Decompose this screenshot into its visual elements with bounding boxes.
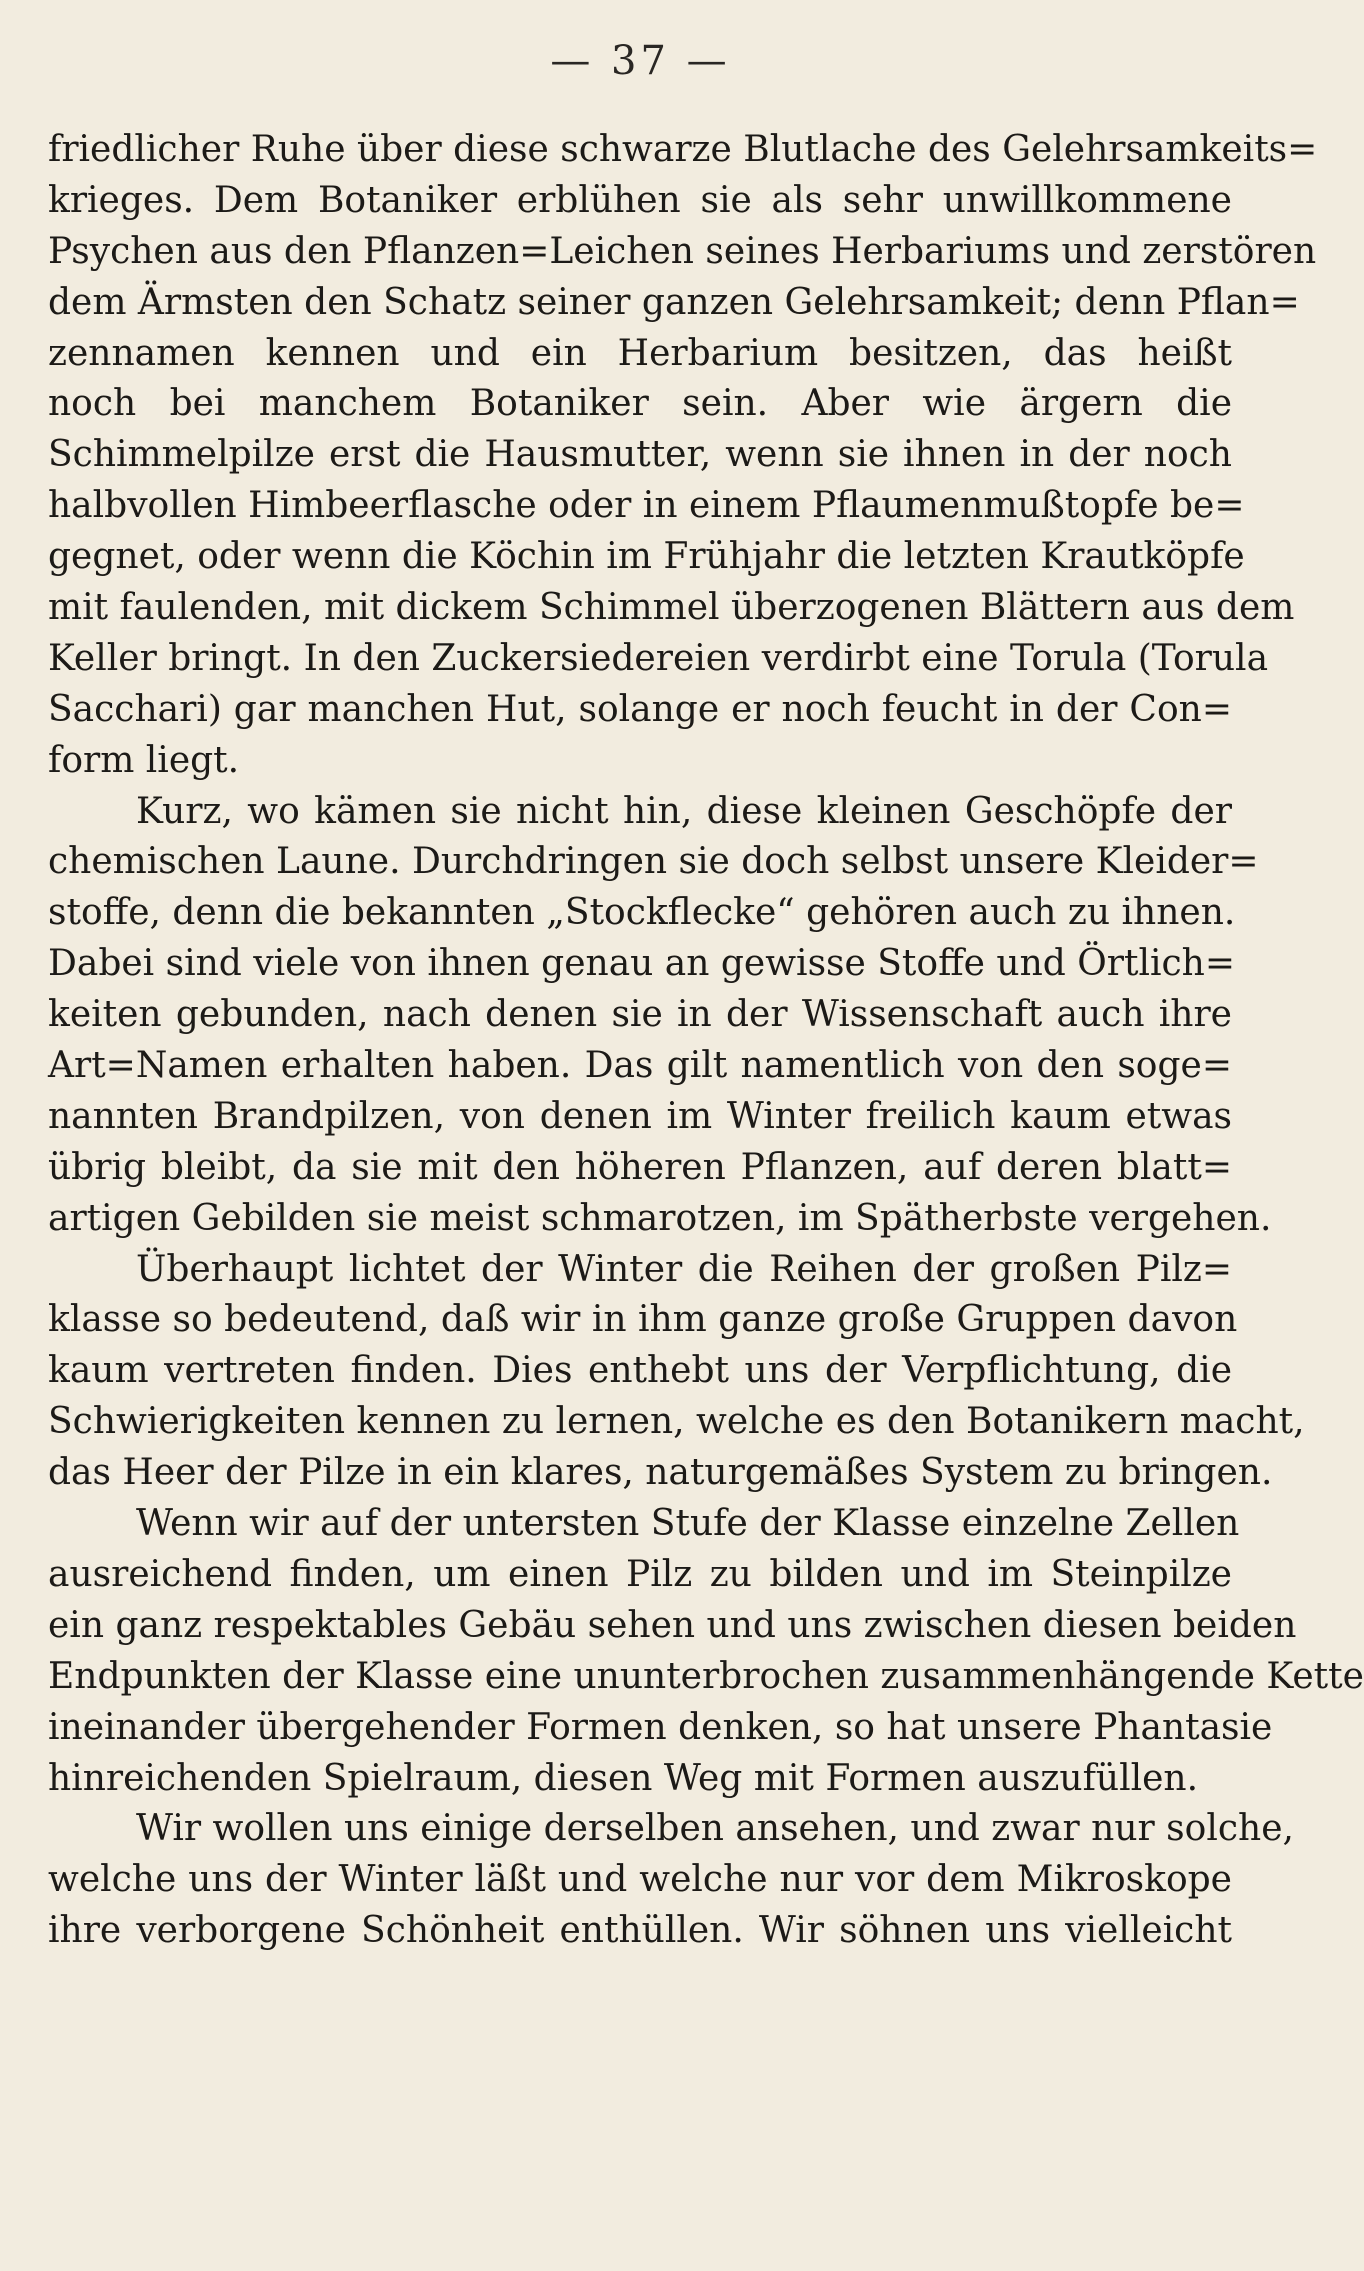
text-line: dem Ärmsten den Schatz seiner ganzen Gelehrsamkeit; denn Pflan=	[48, 281, 1300, 323]
text-line: Überhaupt lichtet der Winter die Reihen der großen Pilz=	[136, 1248, 1232, 1290]
text-line: das Heer der Pilze in ein klares, naturgemäßes System zu bringen.	[48, 1452, 1273, 1494]
text-line: ein ganz respektables Gebäu sehen und uns zwischen diesen beiden	[48, 1604, 1297, 1646]
text-line: zennamen kennen und ein Herbarium besitzen, das heißt	[48, 332, 1232, 374]
page-number: — 37 —	[550, 38, 731, 84]
text-line: ausreichend finden, um einen Pilz zu bilden und im Steinpilze	[48, 1553, 1232, 1595]
text-line: noch bei manchem Botaniker sein. Aber wie ärgern die	[48, 383, 1232, 425]
text-line: Schwierigkeiten kennen zu lernen, welche es den Botanikern macht,	[48, 1401, 1305, 1443]
text-line: kaum vertreten finden. Dies enthebt uns der Verpflichtung, die	[48, 1350, 1232, 1392]
text-line: klasse so bedeutend, daß wir in ihm ganze große Gruppen davon	[48, 1299, 1238, 1341]
text-line: Wir wollen uns einige derselben ansehen, und zwar nur solche,	[136, 1808, 1294, 1850]
text-line: Keller bringt. In den Zuckersiedereien verdirbt eine Torula (Torula	[48, 637, 1269, 679]
text-line: hinreichenden Spielraum, diesen Weg mit Formen auszufüllen.	[48, 1757, 1199, 1799]
text-line: krieges. Dem Botaniker erblühen sie als sehr unwillkommene	[48, 179, 1232, 221]
text-line: Sacchari) gar manchen Hut, solange er noch feucht in der Con=	[48, 688, 1232, 730]
text-line: welche uns der Winter läßt und welche nur vor dem Mikroskope	[48, 1859, 1232, 1901]
text-line: Schimmelpilze erst die Hausmutter, wenn sie ihnen in der noch	[48, 434, 1232, 476]
text-line: friedlicher Ruhe über diese schwarze Blutlache des Gelehrsamkeits=	[48, 129, 1318, 170]
text-line: übrig bleibt, da sie mit den höheren Pflanzen, auf deren blatt=	[48, 1146, 1232, 1188]
text-line: Wenn wir auf der untersten Stufe der Klasse einzelne Zellen	[136, 1503, 1240, 1545]
text-line: halbvollen Himbeerflasche oder in einem Pflaumenmußtopfe be=	[48, 485, 1245, 527]
text-line: artigen Gebilden sie meist schmarotzen, im Spätherbste vergehen.	[48, 1197, 1272, 1239]
text-line: stoffe, denn die bekannten „Stockflecke“ gehören auch zu ihnen.	[48, 892, 1236, 934]
text-line: Psychen aus den Pflanzen=Leichen seines Herbariums und zerstören	[48, 230, 1317, 272]
text-line: Dabei sind viele von ihnen genau an gewisse Stoffe und Örtlich=	[48, 943, 1235, 985]
text-line: gegnet, oder wenn die Köchin im Frühjahr die letzten Krautköpfe	[48, 536, 1245, 578]
text-line: form liegt.	[48, 739, 240, 781]
text-line: ihre verborgene Schönheit enthüllen. Wir söhnen uns vielleicht	[48, 1910, 1232, 1952]
text-line: chemischen Laune. Durchdringen sie doch selbst unsere Kleider=	[48, 841, 1259, 883]
text-line: Endpunkten der Klasse eine ununterbrochen zusammenhängende Kette	[48, 1655, 1364, 1697]
body-text	[48, 125, 1364, 1957]
text-line: Kurz, wo kämen sie nicht hin, diese kleinen Geschöpfe der	[136, 790, 1232, 832]
text-line: ineinander übergehender Formen denken, so hat unsere Phantasie	[48, 1706, 1273, 1748]
text-line: Art=Namen erhalten haben. Das gilt namentlich von den soge=	[48, 1045, 1232, 1087]
text-line: nannten Brandpilzen, von denen im Winter freilich kaum etwas	[48, 1095, 1232, 1137]
text-line: mit faulenden, mit dickem Schimmel überzogenen Blättern aus dem	[48, 587, 1295, 629]
text-line: keiten gebunden, nach denen sie in der Wissenschaft auch ihre	[48, 994, 1232, 1036]
